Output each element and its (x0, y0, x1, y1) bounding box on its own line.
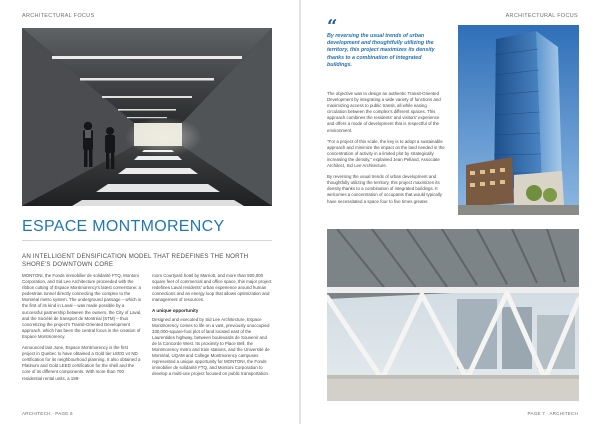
left-section-label: ARCHITECTURAL FOCUS (22, 13, 95, 19)
article-headline: ESPACE MONTMORENCY (22, 218, 225, 235)
pull-quote: By reversing the usual trends of urban development and thoughtfully utilizing the territory, this project maximizes its density thanks to a combination of integrated buildings. (327, 33, 435, 68)
station-illustration (327, 229, 579, 401)
left-folio: ARCHITECH · PAGE 6 (22, 411, 73, 416)
subheading: A unique opportunity (152, 308, 199, 314)
paragraph: Announced last June, Espace Montmorency is the first project in Quebec to have obtained a Gold tier LEED v4 ND certification for its neighbourhood planning. It also obtained a Platinum and Gold LEED certification for the shell and the core of its different components. With more than 700 residential rental units, a 188- (22, 345, 141, 381)
station-photo (327, 229, 579, 401)
paragraph: Designed and executed by Sid Lee Architecture, Espace Montmorency comes to life on a vast, previously unoccupied 330,000-square-foot plot of land located east of the Laurentides highway, between boulevards de Souvenir and de la Concorde West. Its proximity to Place Bell, the Montmorency metro and train stations, and the Université de Montréal, UQAM and College Montmorency campuses represented a unique opportunity for MONTONI, the Fonds immobilier de solidarité FTQ, and Montoni Corporation to develop a multi-use project focused on public transportation. (152, 316, 270, 377)
paragraph: By reversing the usual trends of urban development and thoughtfully utilizing the territory, this project maximizes its density thanks to a combination of integrated buildings. It welcomes a concentration of occupants that would typically have necessitated a space four to five times greater. (327, 174, 442, 204)
paragraph: The objective was to design an authentic Transit-Oriented Development by integrating a wide variety of functions and maximizing access to public transit, all while easing circulation between the complex's different spaces. This approach combines the residents' and visitors' experience and offers a mode of development that is respectful of the environment. (327, 91, 441, 133)
tower-illustration (458, 25, 579, 215)
right-section-label: ARCHITECTURAL FOCUS (505, 13, 578, 19)
corridor-photo (22, 28, 272, 206)
article-deck: AN INTELLIGENT DENSIFICATION MODEL THAT REDEFINES THE NORTH SHORE'S DOWNTOWN CORE (22, 253, 249, 268)
paragraph: room Courtyard hotel by Marriott, and more than 500,000 square feet of commercial and office space, this major project redefines Laval residents' urban experience around human connections and an energy loop that allows optimization and management of resources. (152, 273, 272, 303)
tower-photo (458, 25, 579, 215)
headline-rule (22, 240, 272, 241)
left-body-column-1 (22, 273, 142, 387)
corridor-illustration (22, 28, 272, 206)
right-body-column (327, 91, 447, 210)
paragraph: "For a project of this scale, the key is to adopt a sustainable approach and minimize the impact on the land needed in the concentration of activity in a limited plot by strategically increasing the density," explained Jean Pelland, Associate Architect, Sid Lee Architecture. (327, 138, 445, 169)
quote-mark-icon: “ (327, 16, 338, 37)
page-spine (299, 0, 301, 424)
paragraph: MONTONI, the Fonds immobilier de solidarité FTQ, Montoni Corporation, and Sid Lee Architecture proceeded with the ribbon cutting of Espace Montmorency's latest cornerstone: a pedestrian tunnel directly connecting the complex to the Montréal metro system. The underground passage – which is the first of its kind in Laval – was made possible by a successful partnership between the owners, the City of Laval, and the Société de transport de Montréal (STM) – thus concretizing the project's Transit-Oriented Development approach, which has been the central focus in the creation of Espace Montmorency. (22, 273, 142, 339)
right-folio: PAGE 7 · ARCHITECH (527, 411, 578, 416)
left-body-column-2 (152, 273, 272, 383)
